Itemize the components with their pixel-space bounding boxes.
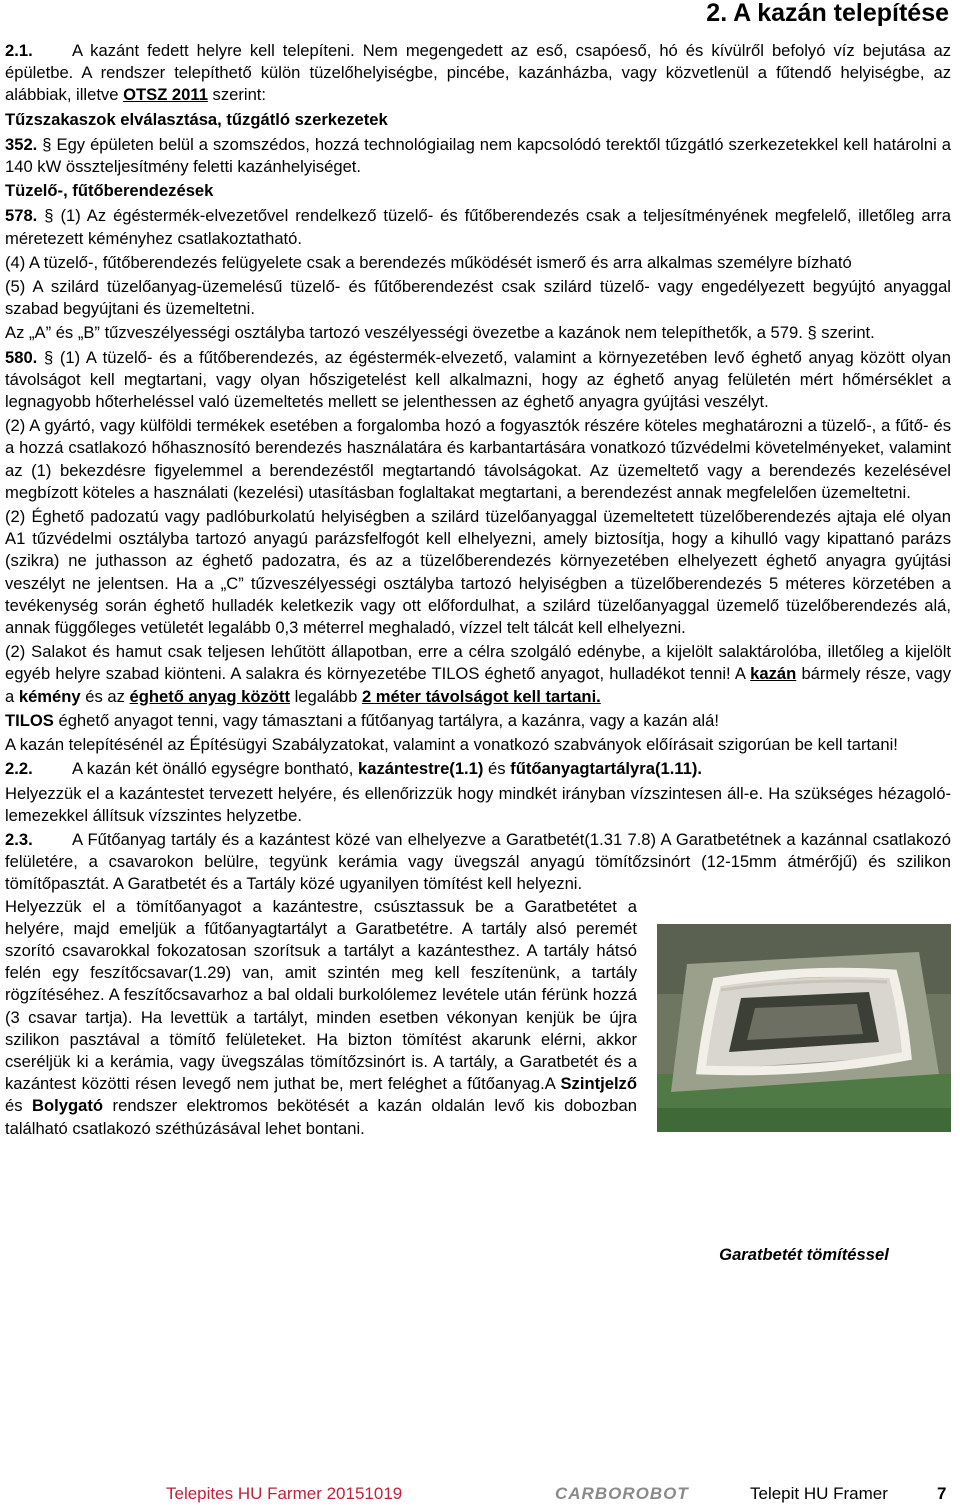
footer-document-name: Telepit HU Framer xyxy=(750,1484,888,1503)
paragraph-installation: Helyezzük el a tömítőanyagot a kazántestre, csúsztassuk be a Garatbetétet a helyére, majd emeljük a fűtőanyagtartályt a Garatbetétre. A tartály alsó peremét szorító csavarokkal fokozatosan szorítsuk a tartályt a kazántesthez. A tartály hátsó felén egy feszítőcsavar(1.29) van, amit szintén meg kell feszítenünk, a tartály rögzítéséhez. A feszítőcsavarhoz a bal oldali burkolólemez levétele után férünk hozzá (3 csavar tartja). Ha levettük a tartályt, minden esetben vékonyan kenjük be újra szilikon pasztával a tömítő felületeket. Ha bizton tömítést akarunk elérni, akkor cseréljük ki a kerámia, vagy üvegszálas tömítőzsinórt is. A tartály, a Garatbetét és a kazántest közötti résen levegő nem juthat be, mert feléghet a fűtőanyag.A Szintjelző és Bolygató rendszer elektromos bekötését a kazán oldalán levő kis dobozban található csatlakozó széthúzásával lehet bontani. xyxy=(5,896,637,1138)
page-title: 2. A kazán telepítése xyxy=(706,0,949,27)
paragraph-578: 578. § (1) Az égéstermék-elvezetővel rendelkező tüzelő- és fűtőberendezés csak a teljesítményének megfelelő, illetőleg arra méretezett kéményhez csatlakoztatható. xyxy=(5,206,951,248)
paragraph-tilos: TILOS éghető anyagot tenni, vagy támasztani a fűtőanyag tartályra, a kazánra, vagy a kazán alá! xyxy=(5,710,719,730)
heading-tuzszakasz: Tűzszakaszok elválasztása, tűzgátló szerkezetek xyxy=(5,109,388,129)
paragraph-epitesugyi: A kazán telepítésénél az Építésügyi Szabályzatokat, valamint a vonatkozó szabványok előírásait szigorúan be kell tartani! xyxy=(5,735,898,755)
figure xyxy=(657,924,951,1266)
paragraph-helyezzuk: Helyezzük el a kazántestet tervezett helyére, és ellenőrizzük hogy mindkét irányban vízszintesen áll-e. Ha szükséges hézagoló-lemezekkel állítsuk vízszintes helyzetbe. xyxy=(5,783,951,825)
carborobot-logo: CARBOROBOT xyxy=(555,1484,689,1503)
document-body xyxy=(5,40,951,1264)
footer-document-id: Telepites HU Farmer 20151019 xyxy=(166,1484,403,1503)
section-2-2: 2.2. A kazán két önálló egységre bontható, kazántestre(1.1) és fűtőanyagtartályra(1.11). xyxy=(5,759,702,779)
gasket-photo xyxy=(657,924,951,1132)
figure-caption: Garatbetét tömítéssel xyxy=(719,1244,889,1264)
paragraph-580: 580. § (1) A tüzelő- és a fűtőberendezés, az égéstermék-elvezető, valamint a környezetében levő éghető anyag között olyan távolságot kell megtartani, vagy olyan hőszigetelést kell alkalmazni, hogy az éghető anyag felületén mért hőmérséklet a legnagyobb hőterheléssel való üzemeltetés mellett se jelenthessen az éghető anyagra gyújtási veszélyt. xyxy=(5,347,951,412)
section-2-3: 2.3. A Fűtőanyag tartály és a kazántest közé van elhelyezve a Garatbetét(1.31 7.8) A Garatbetétnek a kazánnal csatlakozó felületére, a csavarokon belülre, tegyünk kerámia vagy üvegszál anyagú tömítőzsinórt (12-15mm átmérőjű) és szilikon tömítőpasztát. A Garatbetét és a Tartály közé ugyanilyen tömítést kell helyezni. xyxy=(5,829,951,894)
paragraph-580-2c: (2) Salakot és hamut csak teljesen lehűtött állapotban, erre a célra szolgáló edénybe, a kijelölt salaktárolóba, illetőleg a kijelölt egyéb helyre szabad kiönteni. A salakra és környezetébe TILOS éghető anyagot, hulladékot tenni! A kazán bármely része, vagy a kémény és az éghető anyag között legalább 2 méter távolságot kell tartani. xyxy=(5,642,951,706)
paragraph-580-2a: (2) A gyártó, vagy külföldi termékek esetében a forgalomba hozó a fogyasztók részére köteles meghatározni a tüzelő-, a fűtő- és a hozzá csatlakozó hőhasznosító berendezés használatára és karbantartására vonatkozó tűzvédelmi követelményeket, valamint az (1) bekezdésre figyelemmel a berendezéstől megtartandó távolságokat. Az üzemeltető vagy a berendezés kezelésével megbízott köteles a használati (kezelési) utasításban foglaltakat megtartani, a berendezést annak megfelelően üzemeltetni. xyxy=(5,416,951,502)
paragraph-578-4: (4) A tüzelő-, fűtőberendezés felügyelete csak a berendezés működését ismerő és arra alkalmas személyre bízható xyxy=(5,252,852,272)
split-section xyxy=(5,896,951,1264)
page-footer xyxy=(0,1481,960,1507)
paragraph-352: 352. § Egy épületen belül a szomszédos, hozzá technológiailag nem kapcsolódó terektől tűzgátló szerkezetekkel kell határolni a 140 kW összteljesítmény feletti kazánhelyiséget. xyxy=(5,134,951,177)
heading-tuzelo: Tüzelő-, fűtőberendezések xyxy=(5,181,214,201)
section-2-1: 2.1. A kazánt fedett helyre kell telepíteni. Nem megengedett az eső, csapóeső, hó és kívülről befolyó víz bejutása az épületbe. A rendszer telepíthető külön tüzelőhelyiségbe, pincébe, kazánházba, vagy közvetlenül a fűtendő helyiségbe, az alábbiak, illetve OTSZ 2011 szerint: xyxy=(5,41,951,105)
page-number: 7 xyxy=(937,1484,947,1503)
paragraph-580-2b: (2) Éghető padozatú vagy padlóburkolatú helyiségben a szilárd tüzelőanyaggal üzemeltetett tüzelőberendezés ajtaja elé olyan A1 tűzvédelmi osztályba tartozó anyagú parázsfelfogót kell elhelyezni, amely biztosítja, hogy a kihulló vagy kipattanó parázs (szikra) ne juthasson az éghető padozatra, és az a tüzelőberendezés környezetében elhelyezett éghető anyagra gyújtási veszélyt ne jelentsen. Ha a „C” tűzveszélyességi osztályba tartozó helyiségben a tüzelőberendezés 5 méteres körzetében a tevékenység során éghető hulladék keletkezik vagy ott előfordulhat, a szilárd tüzelőanyaggal üzemelő tüzelőberendezés alá, annak függőleges vetületét legalább 0,3 méterrel meghaladó, vízzel telt tálcát kell elhelyezni. xyxy=(5,507,951,638)
otsz-ref: OTSZ 2011 xyxy=(123,85,208,105)
paragraph-zone-ab: Az „A” és „B” tűzveszélyességi osztályba tartozó veszélyességi övezetbe a kazánok nem telepíthetők, a 579. § szerint. xyxy=(5,323,875,343)
paragraph-578-5: (5) A szilárd tüzelőanyag-üzemelésű tüzelő- és fűtőberendezést csak szilárd tüzelő- vagy engedélyezett begyújtó anyaggal szabad begyújtani és üzemeltetni. xyxy=(5,277,951,319)
